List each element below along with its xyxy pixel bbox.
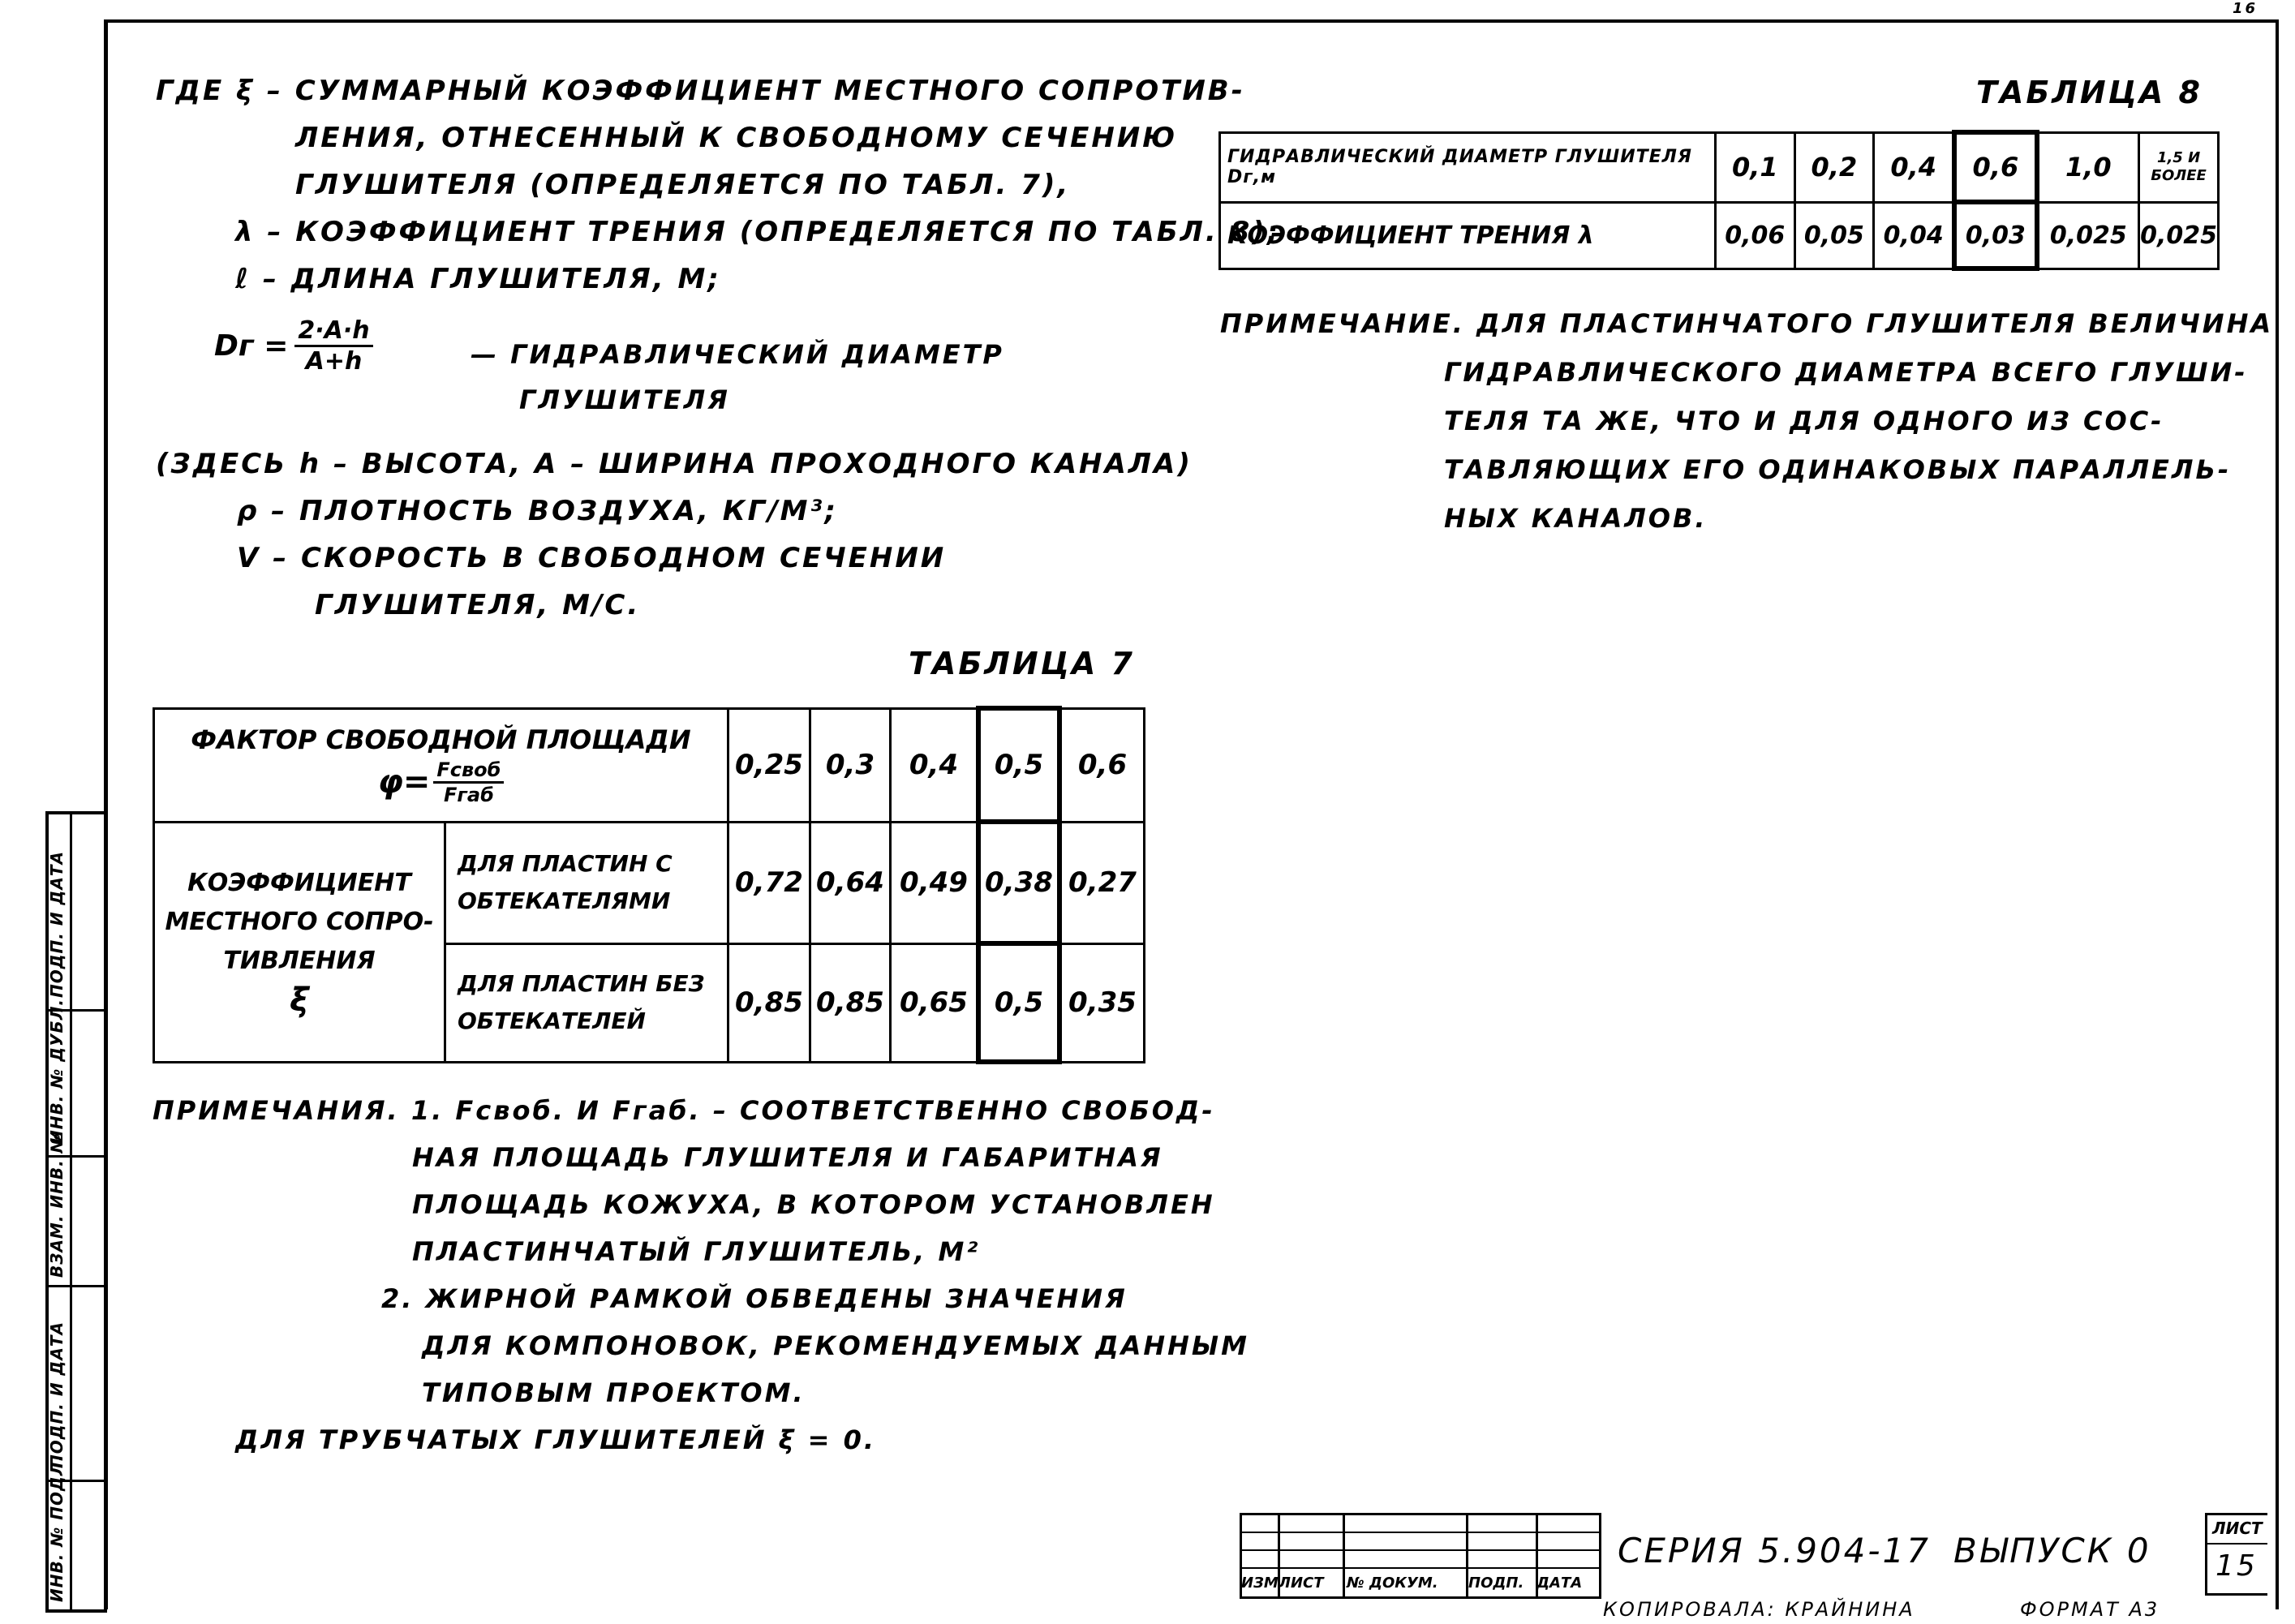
- title-col-list: ЛИСТ: [1279, 1575, 1324, 1592]
- notes7-line-8: ДЛЯ ТРУБЧАТЫХ ГЛУШИТЕЛЕЙ ξ = 0.: [235, 1424, 877, 1455]
- table7-row-1-value-1: 0,72: [728, 822, 810, 943]
- table7-row-2-value-1: 0,85: [728, 943, 810, 1062]
- table7-row-1-value-4: 0,38: [978, 822, 1059, 943]
- intro-line-5: ℓ – ДЛИНА ГЛУШИТЕЛЯ, М;: [235, 263, 721, 295]
- table7-row-1-label: [445, 822, 728, 943]
- note8-line-2: ГИДРАВЛИЧЕСКОГО ДИАМЕТРА ВСЕГО ГЛУШИ-: [1444, 357, 2248, 388]
- table7-row-1-value-3: 0,49: [891, 822, 979, 943]
- table7-row-1-value-5: 0,27: [1059, 822, 1145, 943]
- formula-fraction: [294, 316, 372, 376]
- title-sheet-number: 15: [2215, 1549, 2258, 1583]
- title-series: СЕРИЯ 5.904-17: [1618, 1531, 1931, 1570]
- table8-row1-value-1: 0,1: [1716, 132, 1795, 202]
- table8-row2-value-2: 0,05: [1794, 202, 1874, 269]
- note8-line-5: НЫХ КАНАЛОВ.: [1444, 503, 1708, 534]
- intro-line-3: ГЛУШИТЕЛЯ (ОПРЕДЕЛЯЕТСЯ ПО ТАБЛ. 7),: [295, 169, 1071, 201]
- table8-row2-value-1: 0,06: [1716, 202, 1795, 269]
- table8-row2-value-4: 0,03: [1954, 202, 2036, 269]
- table7-row-2-value-3: 0,65: [891, 943, 979, 1062]
- table7-formula-fraction: [433, 758, 504, 806]
- notes7-line-3: ПЛОЩАДЬ КОЖУХА, В КОТОРОМ УСТАНОВЛЕН: [412, 1189, 1215, 1220]
- table8-row1-value-3: 0,4: [1874, 132, 1955, 202]
- side-stamp-label-5: ПОДП. И ДАТА: [47, 851, 67, 998]
- table7-row-1-label-line-2: ОБТЕКАТЕЛЯМИ: [458, 887, 671, 914]
- title-col-date: ДАТА: [1536, 1575, 1583, 1592]
- table7-row-2-value-5: 0,35: [1059, 943, 1145, 1062]
- notes7-line-7: ТИПОВЫМ ПРОЕКТОМ.: [422, 1377, 806, 1408]
- formula-numerator: 2·A·h: [294, 316, 372, 347]
- table7-formula-den: Fгаб: [443, 783, 494, 806]
- table7-col-2: 0,3: [810, 708, 891, 822]
- formula-desc-line-1: — ГИДРАВЛИЧЕСКИЙ ДИАМЕТР: [471, 339, 1004, 370]
- note8-line-3: ТЕЛЯ ТА ЖЕ, ЧТО И ДЛЯ ОДНОГО ИЗ СОС-: [1444, 406, 2164, 436]
- table8-row1-label: ГИДРАВЛИЧЕСКИЙ ДИАМЕТР ГЛУШИТЕЛЯ Dг,м: [1220, 132, 1716, 202]
- table7: [153, 706, 1145, 1064]
- table7-row-group-label: [154, 822, 445, 1062]
- table8-row2-value-6: 0,025: [2139, 202, 2219, 269]
- definition-line-2: ρ – ПЛОТНОСТЬ ВОЗДУХА, КГ/М³;: [237, 495, 839, 527]
- table7-row-2-value-4: 0,5: [978, 943, 1059, 1062]
- table7-row-2-value-2: 0,85: [810, 943, 891, 1062]
- table7-col-4: 0,5: [978, 708, 1059, 822]
- note8-line-4: ТАВЛЯЮЩИХ ЕГО ОДИНАКОВЫХ ПАРАЛЛЕЛЬ-: [1444, 454, 2232, 485]
- table7-row-2-label-line-1: ДЛЯ ПЛАСТИН БЕЗ: [458, 970, 705, 997]
- table7-row-2-label: [445, 943, 728, 1062]
- title-block-grid-col: [1343, 1515, 1345, 1596]
- table8: [1218, 130, 2220, 271]
- table7-caption: ТАБЛИЦА 7: [909, 646, 1135, 681]
- table8-row2-value-5: 0,025: [2037, 202, 2139, 269]
- intro-line-1: ГДЕ ξ – СУММАРНЫЙ КОЭФФИЦИЕНТ МЕСТНОГО СОПРОТИВ-: [156, 75, 1245, 107]
- title-col-doc: № ДОКУМ.: [1347, 1575, 1438, 1592]
- title-sheet-label: ЛИСТ: [2212, 1519, 2263, 1538]
- formula-lhs: Dг =: [214, 329, 289, 363]
- table7-row-group-line-3: ТИВЛЕНИЯ: [223, 947, 376, 975]
- table8-row1-value-2: 0,2: [1794, 132, 1874, 202]
- intro-line-4: λ – КОЭФФИЦИЕНТ ТРЕНИЯ (ОПРЕДЕЛЯЕТСЯ ПО ТАБЛ. 8);: [235, 216, 1281, 248]
- table7-header-label: ФАКТОР СВОБОДНОЙ ПЛОЩАДИ: [191, 724, 691, 755]
- title-sheet-box: [2205, 1513, 2267, 1596]
- table7-row-1-value-2: 0,64: [810, 822, 891, 943]
- table7-row-1-label-line-1: ДЛЯ ПЛАСТИН С: [458, 850, 673, 877]
- table8-row2-value-3: 0,04: [1874, 202, 1955, 269]
- title-block-grid-line: [1242, 1532, 1599, 1533]
- formula-desc-line-2: ГЛУШИТЕЛЯ: [519, 385, 730, 415]
- notes7-line-5: 2. ЖИРНОЙ РАМКОЙ ОБВЕДЕНЫ ЗНАЧЕНИЯ: [381, 1283, 1128, 1314]
- definition-line-1: (ЗДЕСЬ h – ВЫСОТА, A – ШИРИНА ПРОХОДНОГО КАНАЛА): [156, 448, 1193, 480]
- table7-formula-lhs: φ=: [377, 763, 431, 801]
- title-block: [1240, 1513, 2270, 1594]
- table8-row2-label: КОЭФФИЦИЕНТ ТРЕНИЯ λ: [1220, 202, 1716, 269]
- title-issue: ВЫПУСК 0: [1953, 1531, 2151, 1570]
- corner-mark: 16: [2233, 0, 2258, 17]
- table8-row1-value-5: 1,0: [2037, 132, 2139, 202]
- table7-row-2-label-line-2: ОБТЕКАТЕЛЕЙ: [458, 1007, 646, 1034]
- table7-row-group-line-1: КОЭФФИЦИЕНТ: [187, 869, 411, 897]
- side-stamp-label-4: ИНВ. № ДУБЛ.: [47, 999, 67, 1144]
- title-col-sign: ПОДП.: [1468, 1575, 1524, 1592]
- formula-denominator: A+h: [305, 347, 363, 376]
- notes7-line-4: ПЛАСТИНЧАТЫЙ ГЛУШИТЕЛЬ, М²: [412, 1236, 981, 1267]
- table7-formula-num: Fсвоб: [433, 758, 504, 784]
- side-stamp-label-3: ВЗАМ. ИНВ. №: [47, 1132, 67, 1278]
- notes7-line-1: ПРИМЕЧАНИЯ. 1. Fсвоб. И Fгаб. – СООТВЕТСТВЕННО СВОБОД-: [153, 1095, 1215, 1126]
- definition-line-3: V – СКОРОСТЬ В СВОБОДНОМ СЕЧЕНИИ: [237, 542, 947, 574]
- intro-line-2: ЛЕНИЯ, ОТНЕСЕННЫЙ К СВОБОДНОМУ СЕЧЕНИЮ: [295, 122, 1178, 154]
- table7-row-group-line-2: МЕСТНОГО СОПРО-: [165, 908, 434, 936]
- table8-row1-value-6: 1,5 И БОЛЕЕ: [2139, 132, 2219, 202]
- title-sheet-divider: [2207, 1543, 2267, 1545]
- copied-by: КОПИРОВАЛА: КРАЙНИНА: [1603, 1598, 1915, 1621]
- table7-col-5: 0,6: [1059, 708, 1145, 822]
- notes7-line-2: НАЯ ПЛОЩАДЬ ГЛУШИТЕЛЯ И ГАБАРИТНАЯ: [412, 1142, 1163, 1173]
- side-stamp-divider: [70, 814, 72, 1609]
- note8-line-1: ПРИМЕЧАНИЕ. ДЛЯ ПЛАСТИНЧАТОГО ГЛУШИТЕЛЯ ВЕЛИЧИНА: [1220, 308, 2274, 339]
- notes7-line-6: ДЛЯ КОМПОНОВОК, РЕКОМЕНДУЕМЫХ ДАННЫМ: [422, 1330, 1249, 1361]
- side-stamp-label-1: ИНВ. № ПОДЛ.: [47, 1454, 67, 1602]
- table7-header-formula: [155, 758, 727, 806]
- title-col-izm: ИЗМ: [1241, 1575, 1279, 1592]
- table7-header-cell: [154, 708, 728, 822]
- table7-row-group-symbol: ξ: [290, 982, 309, 1019]
- title-block-grid-line: [1242, 1567, 1599, 1569]
- table8-row1-value-4: 0,6: [1954, 132, 2036, 202]
- table8-caption: ТАБЛИЦА 8: [1976, 75, 2203, 110]
- side-stamp-label-2: ПОДП. И ДАТА: [47, 1321, 67, 1468]
- side-stamp-cell-line: [49, 1285, 107, 1287]
- definition-line-4: ГЛУШИТЕЛЯ, М/С.: [315, 589, 641, 621]
- format-label: ФОРМАТ А3: [2020, 1598, 2160, 1621]
- table7-col-3: 0,4: [891, 708, 979, 822]
- formula-hydraulic-diameter: [214, 316, 373, 376]
- title-block-grid-line: [1242, 1549, 1599, 1551]
- table7-col-1: 0,25: [728, 708, 810, 822]
